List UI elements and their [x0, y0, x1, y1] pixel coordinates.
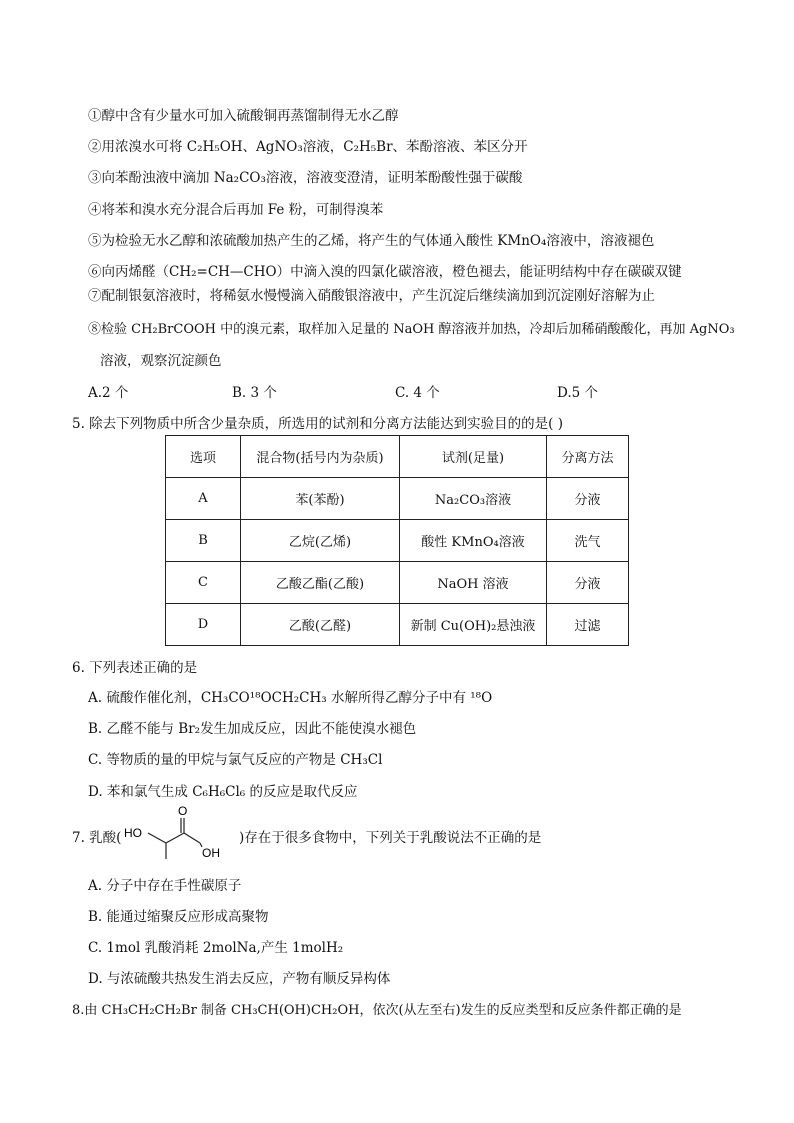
- table-cell: 苯(苯酚): [241, 478, 400, 520]
- lactic-acid-structure: [122, 805, 240, 861]
- q7-option-d: D. 与浓硫酸共热发生消去反应，产物有顺反异构体: [88, 971, 391, 987]
- table-cell: 乙酸(乙醛): [241, 604, 400, 646]
- table-cell: C: [166, 562, 241, 604]
- table-header-option: 选项: [166, 436, 241, 478]
- q7-option-a: A. 分子中存在手性碳原子: [88, 878, 242, 894]
- q4-choice-a[interactable]: A.2 个: [88, 385, 129, 401]
- statement-7: ⑦配制银氨溶液时，将稀氨水慢慢滴入硝酸银溶液中，产生沉淀后继续滴加到沉淀刚好溶解为止: [88, 288, 655, 304]
- q6-option-d: D. 苯和氯气生成 C₆H₆Cl₆ 的反应是取代反应: [88, 784, 358, 800]
- table-cell: 乙酸乙酯(乙酸): [241, 562, 400, 604]
- table-cell: D: [166, 604, 241, 646]
- table-cell: 分液: [547, 478, 629, 520]
- statement-8: ⑧检验 CH₂BrCOOH 中的溴元素，取样加入足量的 NaOH 醇溶液并加热，冷却后加稀硝酸酸化，再加 AgNO₃: [88, 322, 735, 337]
- table-cell: Na₂CO₃溶液: [400, 478, 547, 520]
- q8-stem: 8.由 CH₃CH₂CH₂Br 制备 CH₃CH(OH)CH₂OH，依次(从左至右)发生的反应类型和反应条件都正确的是: [72, 1003, 682, 1018]
- table-cell: NaOH 溶液: [400, 562, 547, 604]
- q7-option-c: C. 1mol 乳酸消耗 2molNa,产生 1molH₂: [88, 940, 344, 956]
- structure-label-o: O: [178, 805, 188, 818]
- table-row: [166, 604, 629, 646]
- table-cell: 乙烷(乙烯): [241, 520, 400, 562]
- table-row: [166, 520, 629, 562]
- q6-stem: 6. 下列表述正确的是: [72, 660, 198, 676]
- table-header-method: 分离方法: [547, 436, 629, 478]
- q5-stem: 5. 除去下列物质中所含少量杂质，所选用的试剂和分离方法能达到实验目的的是( ): [72, 416, 563, 432]
- statement-3: ③向苯酚浊液中滴加 Na₂CO₃溶液，溶液变澄清，证明苯酚酸性强于碳酸: [88, 170, 523, 186]
- table-header-reagent: 试剂(足量): [400, 436, 547, 478]
- structure-label-ho: HO: [124, 826, 142, 840]
- statement-5: ⑤为检验无水乙醇和浓硫酸加热产生的乙烯，将产生的气体通入酸性 KMnO₄溶液中，溶液褪色: [88, 233, 655, 249]
- q4-choice-d[interactable]: D.5 个: [557, 385, 599, 401]
- q4-choice-c[interactable]: C. 4 个: [395, 385, 440, 401]
- table-header-row: [166, 436, 629, 478]
- table-header-mixture: 混合物(括号内为杂质): [241, 436, 400, 478]
- structure-label-oh: OH: [202, 846, 220, 860]
- table-cell: 洗气: [547, 520, 629, 562]
- statement-8-continued: 溶液，观察沉淀颜色: [100, 353, 222, 369]
- q6-option-a: A. 硫酸作催化剂，CH₃CO¹⁸OCH₂CH₃ 水解所得乙醇分子中有 ¹⁸O: [88, 690, 493, 706]
- table-cell: 新制 Cu(OH)₂悬浊液: [400, 604, 547, 646]
- q5-table: [165, 435, 629, 646]
- table-cell: 酸性 KMnO₄溶液: [400, 520, 547, 562]
- table-cell: 过滤: [547, 604, 629, 646]
- statement-4: ④将苯和溴水充分混合后再加 Fe 粉，可制得溴苯: [88, 202, 384, 218]
- statement-1: ①醇中含有少量水可加入硫酸铜再蒸馏制得无水乙醇: [88, 108, 399, 124]
- table-cell: B: [166, 520, 241, 562]
- statement-2: ②用浓溴水可将 C₂H₅OH、AgNO₃溶液，C₂H₅Br、苯酚溶液、苯区分开: [88, 139, 528, 155]
- table-cell: A: [166, 478, 241, 520]
- table-cell: 分液: [547, 562, 629, 604]
- q7-stem-prefix: 7. 乳酸(: [72, 830, 122, 846]
- q4-choices: [0, 381, 794, 401]
- q7-option-b: B. 能通过缩聚反应形成高聚物: [88, 909, 269, 925]
- table-row: [166, 478, 629, 520]
- q6-option-b: B. 乙醛不能与 Br₂发生加成反应，因此不能使溴水褪色: [88, 721, 417, 737]
- table-row: [166, 562, 629, 604]
- q4-choice-b[interactable]: B. 3 个: [232, 385, 277, 401]
- q7-stem-suffix: )存在于很多食物中，下列关于乳酸说法不正确的是: [239, 830, 542, 846]
- statement-6: ⑥向丙烯醛（CH₂=CH—CHO）中滴入溴的四氯化碳溶液，橙色褪去，能证明结构中存在碳碳双键: [88, 264, 682, 280]
- q6-option-c: C. 等物质的量的甲烷与氯气反应的产物是 CH₃Cl: [88, 752, 383, 768]
